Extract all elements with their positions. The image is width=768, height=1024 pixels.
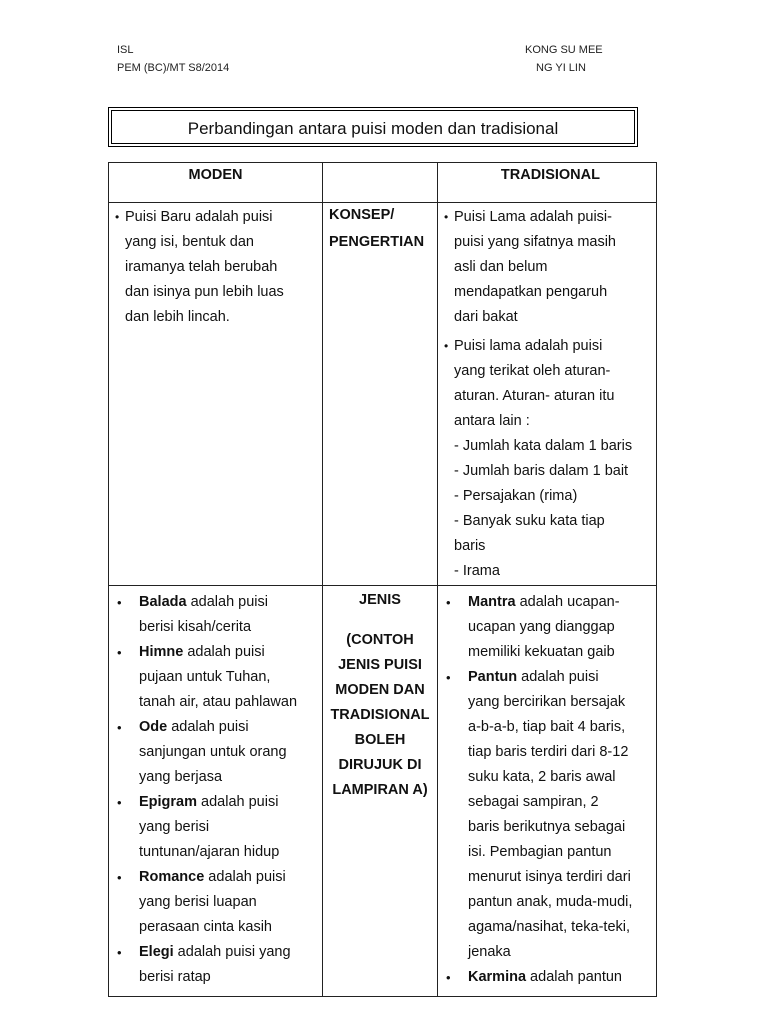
item-line: pujaan untuk Tuhan, [139, 669, 271, 685]
item-line: yang berjasa [139, 769, 223, 785]
item-desc: adalah puisi [183, 644, 265, 660]
text-line: • Puisi Baru adalah puisi [125, 209, 273, 225]
rule-line: - Jumlah baris dalam 1 bait [454, 463, 629, 479]
trad-item-mantra [438, 590, 656, 665]
konsep-moden-text [109, 205, 322, 330]
item-desc: adalah puisi yang [173, 944, 291, 960]
jenis-label: JENIS [359, 592, 401, 608]
item-line: perasaan cinta kasih [139, 919, 272, 935]
konsep-trad-point-1 [438, 205, 656, 330]
item-first-line [139, 865, 322, 890]
text-line: aturan. Aturan- aturan itu [454, 388, 615, 404]
rule-line: - Persajakan (rima) [454, 488, 578, 504]
jenis-moden-cell [109, 586, 323, 997]
note-line: (CONTOH [346, 632, 414, 648]
text-line: antara lain : [454, 413, 530, 429]
trad-item-karmina [438, 965, 656, 990]
moden-item-himne [109, 640, 322, 715]
note-line: BOLEH [354, 732, 406, 748]
item-line: baris berikutnya sebagai [468, 819, 626, 835]
text-line: asli dan belum [454, 259, 548, 275]
item-first-line [139, 715, 322, 740]
item-desc: adalah puisi [517, 669, 599, 685]
text-line: dari bakat [454, 309, 518, 325]
item-line: berisi kisah/cerita [139, 619, 252, 635]
item-line: tuntunan/ajaran hidup [139, 844, 280, 860]
rule-line: - Irama [454, 563, 500, 579]
jenis-note [327, 628, 433, 803]
item-first-line [468, 590, 656, 615]
rule-line: - Banyak suku kata tiap [454, 513, 605, 529]
item-line: yang berisi luapan [139, 894, 257, 910]
text-line: yang terikat oleh aturan- [454, 363, 611, 379]
item-line: ucapan yang dianggap [468, 619, 615, 635]
jenis-trad-list [438, 590, 656, 990]
text-line: dan isinya pun lebih luas [125, 284, 284, 300]
note-line: DIRUJUK DI [338, 757, 422, 773]
item-term: Karmina [468, 969, 527, 985]
item-first-line [139, 590, 322, 615]
konsep-label-cell [323, 203, 438, 586]
item-term: Balada [139, 594, 187, 610]
item-desc: adalah puisi [197, 794, 279, 810]
trad-item-pantun [438, 665, 656, 965]
item-desc: adalah puisi [204, 869, 286, 885]
jenis-label-cell [323, 586, 438, 997]
table-header-row [109, 163, 657, 203]
konsep-label: KONSEP/ [329, 207, 395, 223]
item-line: jenaka [468, 944, 511, 960]
title-box [108, 107, 638, 147]
text-line: mendapatkan pengaruh [454, 284, 608, 300]
moden-item-romance [109, 865, 322, 940]
text-line: iramanya telah berubah [125, 259, 278, 275]
moden-item-epigram [109, 790, 322, 865]
note-line: LAMPIRAN A) [332, 782, 428, 798]
item-term: Romance [139, 869, 205, 885]
item-line: tanah air, atau pahlawan [139, 694, 298, 710]
item-term: Mantra [468, 594, 516, 610]
item-line: isi. Pembagian pantun [468, 844, 612, 860]
header-author-2: NG YI LIN [536, 62, 586, 74]
table-row-konsep [109, 203, 657, 586]
konsep-trad-cell [438, 203, 657, 586]
page-title: Perbandingan antara puisi moden dan tradisional [187, 119, 559, 138]
konsep-moden-cell [109, 203, 323, 586]
table-row-jenis [109, 586, 657, 997]
konsep-moden-point [109, 205, 322, 330]
item-line: a-b-a-b, tiap bait 4 baris, [468, 719, 626, 735]
item-line: sanjungan untuk orang [139, 744, 287, 760]
item-desc: adalah pantun [526, 969, 622, 985]
item-line: pantun anak, muda-mudi, [468, 894, 633, 910]
note-line: TRADISIONAL [330, 707, 430, 723]
header-moden: MODEN [109, 163, 323, 203]
text-line: puisi yang sifatnya masih [454, 234, 616, 250]
item-line: tiap baris terdiri dari 8-12 [468, 744, 629, 760]
item-line: berisi ratap [139, 969, 211, 985]
item-line: yang berisi [139, 819, 210, 835]
text-line: yang isi, bentuk dan [125, 234, 254, 250]
konsep-trad-point-2 [438, 334, 656, 584]
item-desc: adalah puisi [167, 719, 249, 735]
item-term: Elegi [139, 944, 174, 960]
text-line: dan lebih lincah. [125, 309, 230, 325]
header-left [117, 43, 229, 75]
header-course-detail: PEM (BC)/MT S8/2014 [117, 62, 230, 74]
header-middle [323, 163, 438, 203]
item-desc: adalah ucapan- [515, 594, 620, 610]
header-tradisional: TRADISIONAL [438, 163, 657, 203]
item-line: suku kata, 2 baris awal [468, 769, 616, 785]
moden-item-ode [109, 715, 322, 790]
moden-item-elegi [109, 940, 322, 990]
moden-item-balada [109, 590, 322, 640]
item-first-line [468, 665, 656, 690]
item-first-line [139, 940, 322, 965]
header-author-1: KONG SU MEE [525, 44, 603, 56]
header-course-code: ISL [117, 44, 134, 56]
item-first-line [139, 790, 322, 815]
note-line: JENIS PUISI [338, 657, 422, 673]
item-term: Epigram [139, 794, 198, 810]
item-term: Pantun [468, 669, 518, 685]
konsep-trad-text [438, 205, 656, 584]
item-term: Ode [139, 719, 168, 735]
rule-line: - Jumlah kata dalam 1 baris [454, 438, 633, 454]
text-line: • Puisi Lama adalah puisi- [454, 209, 612, 225]
comparison-table [108, 162, 657, 997]
item-line: agama/nasihat, teka-teki, [468, 919, 631, 935]
jenis-moden-list [109, 590, 322, 990]
item-line: memiliki kekuatan gaib [468, 644, 615, 660]
item-line: yang bercirikan bersajak [468, 694, 626, 710]
text-line: • Puisi lama adalah puisi [454, 338, 603, 354]
item-term: Himne [139, 644, 184, 660]
note-line: MODEN DAN [335, 682, 425, 698]
item-line: menurut isinya terdiri dari [468, 869, 631, 885]
item-first-line [139, 640, 322, 665]
item-line: sebagai sampiran, 2 [468, 794, 599, 810]
item-desc: adalah puisi [186, 594, 268, 610]
item-first-line [468, 965, 656, 990]
rule-line: baris [454, 538, 486, 554]
pengertian-label: PENGERTIAN [329, 234, 425, 250]
jenis-trad-cell [438, 586, 657, 997]
